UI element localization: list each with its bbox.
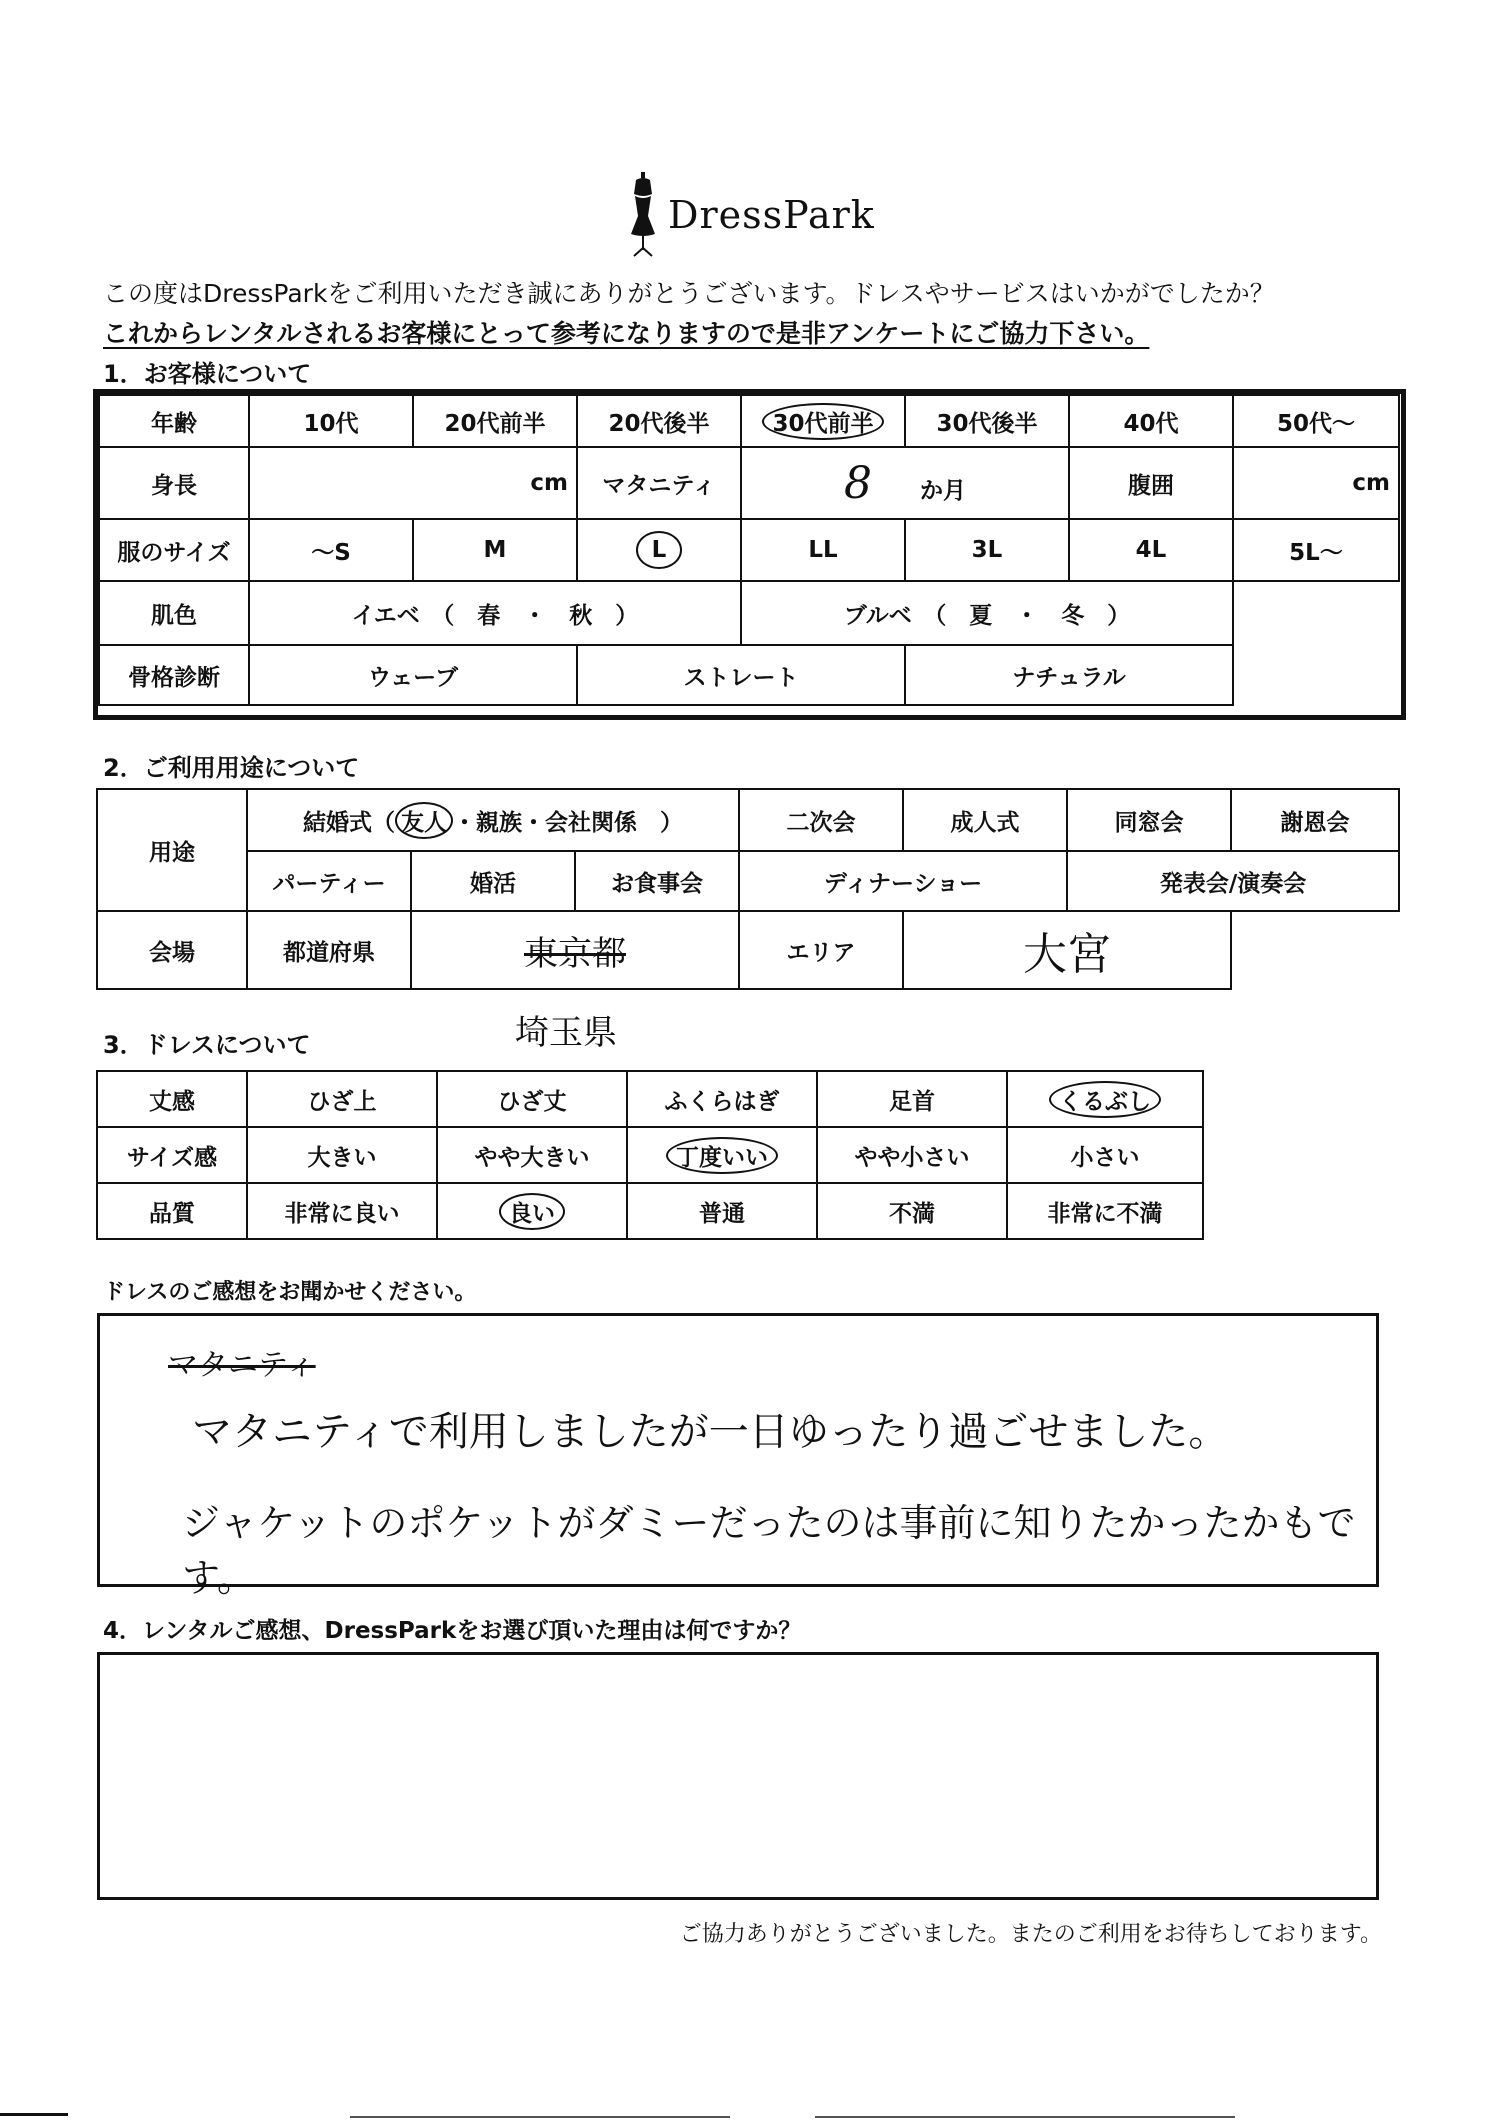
footer-text: ご協力ありがとうございました。またのご利用をお待ちしております。 [679, 1922, 1382, 1947]
brand-logo [628, 172, 875, 258]
section2-title: 2．ご利用用途について [103, 754, 360, 782]
age-option[interactable]: 30代後半 [905, 395, 1069, 447]
purpose-row-1 [97, 789, 1399, 851]
section4-title: 4．レンタルご感想、DressParkをお選び頂いた理由は何ですか？ [103, 1618, 802, 1644]
pref-label: 都道府県 [247, 911, 411, 989]
fit-option[interactable]: 大きい [247, 1127, 437, 1183]
length-label: 丈感 [97, 1071, 247, 1127]
size-option[interactable]: M [413, 519, 577, 581]
size-option[interactable]: LL [741, 519, 905, 581]
blank-cell [1233, 581, 1399, 645]
customer-table [98, 394, 1400, 706]
impressions-line1: マタニティで利用しましたが一日ゆったり過ごせました。 [192, 1409, 1229, 1455]
maternity-unit: か月 [920, 477, 966, 504]
wedding-rest: ・親族・会社関係 ） [453, 809, 683, 836]
purpose-option[interactable]: パーティー [247, 851, 411, 911]
skin-blue-base[interactable]: ブルベ （ 夏 ・ 冬 ） [741, 581, 1233, 645]
size-option-selected[interactable] [577, 519, 741, 581]
fit-label: サイズ感 [97, 1127, 247, 1183]
waist-label: 腹囲 [1069, 447, 1233, 519]
purpose-option[interactable]: 発表会/演奏会 [1067, 851, 1399, 911]
height-input[interactable]: cm [249, 447, 577, 519]
size-label: 服のサイズ [99, 519, 249, 581]
skin-label: 肌色 [99, 581, 249, 645]
quality-option[interactable]: 非常に不満 [1007, 1183, 1203, 1239]
intro-text: この度はDressParkをご利用いただき誠にありがとうございます。ドレスやサービスはいかがでしたか？ [103, 279, 1275, 308]
length-option-selected[interactable] [1007, 1071, 1203, 1127]
height-row [99, 447, 1399, 519]
quality-row [97, 1183, 1203, 1239]
blank-cell [1233, 645, 1399, 705]
area-value: 大宮 [1023, 929, 1112, 980]
skin-row [99, 581, 1399, 645]
purpose-option[interactable]: 謝恩会 [1231, 789, 1399, 851]
blank-cell [1231, 911, 1399, 989]
length-option[interactable]: ひざ丈 [437, 1071, 627, 1127]
scan-edge-mark [350, 2116, 730, 2118]
purpose-label: 用途 [97, 789, 247, 911]
age-option[interactable]: 50代～ [1233, 395, 1399, 447]
purpose-option[interactable]: 同窓会 [1067, 789, 1231, 851]
pref-value: 埼玉県 [515, 1013, 617, 1053]
impressions-title: ドレスのご感想をお聞かせください。 [103, 1280, 477, 1305]
purpose-option[interactable]: 婚活 [411, 851, 575, 911]
fit-row [97, 1127, 1203, 1183]
purpose-option[interactable]: 成人式 [903, 789, 1067, 851]
quality-label: 品質 [97, 1183, 247, 1239]
intro-request: これからレンタルされるお客様にとって参考になりますので是非アンケートにご協力下さい。 [103, 319, 1150, 348]
impressions-line2: ジャケットのポケットがダミーだったのは事前に知りたかったかもです。 [182, 1501, 1356, 1600]
length-option[interactable]: ひざ上 [247, 1071, 437, 1127]
purpose-wedding[interactable] [247, 789, 739, 851]
age-option-selected[interactable] [741, 395, 905, 447]
purpose-row-2 [97, 851, 1399, 911]
selection-circle: L [636, 531, 683, 569]
area-label: エリア [739, 911, 903, 989]
section1-title: 1．お客様について [103, 360, 312, 388]
impressions-box[interactable] [97, 1313, 1379, 1600]
scan-edge-mark [0, 2113, 68, 2116]
age-label: 年齢 [99, 395, 249, 447]
selection-circle: 丁度いい [666, 1137, 778, 1174]
wedding-prefix: 結婚式（ [303, 809, 395, 836]
length-option[interactable]: ふくらはぎ [627, 1071, 817, 1127]
quality-option[interactable]: 非常に良い [247, 1183, 437, 1239]
impressions-struck: マタニティ [168, 1348, 316, 1383]
venue-label: 会場 [97, 911, 247, 989]
scan-edge-mark [815, 2116, 1235, 2118]
age-option[interactable]: 40代 [1069, 395, 1233, 447]
skin-yellow-base[interactable]: イエベ （ 春 ・ 秋 ） [249, 581, 741, 645]
maternity-months[interactable] [741, 447, 1069, 519]
dress-table [96, 1070, 1204, 1240]
selection-circle: 良い [499, 1193, 565, 1230]
frame-option[interactable]: ナチュラル [905, 645, 1233, 705]
waist-input[interactable]: cm [1233, 447, 1399, 519]
area-input[interactable] [903, 911, 1231, 989]
fit-option[interactable]: やや大きい [437, 1127, 627, 1183]
frame-label: 骨格診断 [99, 645, 249, 705]
size-option[interactable]: ～S [249, 519, 413, 581]
fit-option[interactable]: 小さい [1007, 1127, 1203, 1183]
height-label: 身長 [99, 447, 249, 519]
quality-option[interactable]: 普通 [627, 1183, 817, 1239]
age-option[interactable]: 20代後半 [577, 395, 741, 447]
fit-option-selected[interactable] [627, 1127, 817, 1183]
quality-option-selected[interactable] [437, 1183, 627, 1239]
frame-row [99, 645, 1399, 705]
purpose-option[interactable]: 二次会 [739, 789, 903, 851]
selection-circle: くるぶし [1049, 1081, 1161, 1118]
size-option[interactable]: 5L～ [1233, 519, 1399, 581]
maternity-value: 8 [843, 457, 872, 509]
purpose-option[interactable]: お食事会 [575, 851, 739, 911]
pref-struck: 東京都 [524, 933, 626, 974]
age-option[interactable]: 10代 [249, 395, 413, 447]
pref-input[interactable] [411, 911, 739, 989]
maternity-label: マタニティ [577, 447, 741, 519]
purpose-option[interactable]: ディナーショー [739, 851, 1067, 911]
age-row [99, 395, 1399, 447]
venue-row [97, 911, 1399, 989]
dress-form-icon [628, 172, 658, 258]
section3-title: 3．ドレスについて [103, 1031, 311, 1059]
age-option[interactable]: 20代前半 [413, 395, 577, 447]
logo-text: DressPark [668, 193, 875, 237]
selection-circle: 30代前半 [762, 403, 883, 440]
frame-option[interactable]: ストレート [577, 645, 905, 705]
quality-option[interactable]: 不満 [817, 1183, 1007, 1239]
length-row [97, 1071, 1203, 1127]
size-option[interactable]: 3L [905, 519, 1069, 581]
wedding-friend-selected: 友人 [395, 802, 453, 839]
length-option[interactable]: 足首 [817, 1071, 1007, 1127]
section4-answer-box[interactable] [97, 1652, 1379, 1900]
fit-option[interactable]: やや小さい [817, 1127, 1007, 1183]
frame-option[interactable]: ウェーブ [249, 645, 577, 705]
size-option[interactable]: 4L [1069, 519, 1233, 581]
size-row [99, 519, 1399, 581]
purpose-table [96, 788, 1400, 990]
